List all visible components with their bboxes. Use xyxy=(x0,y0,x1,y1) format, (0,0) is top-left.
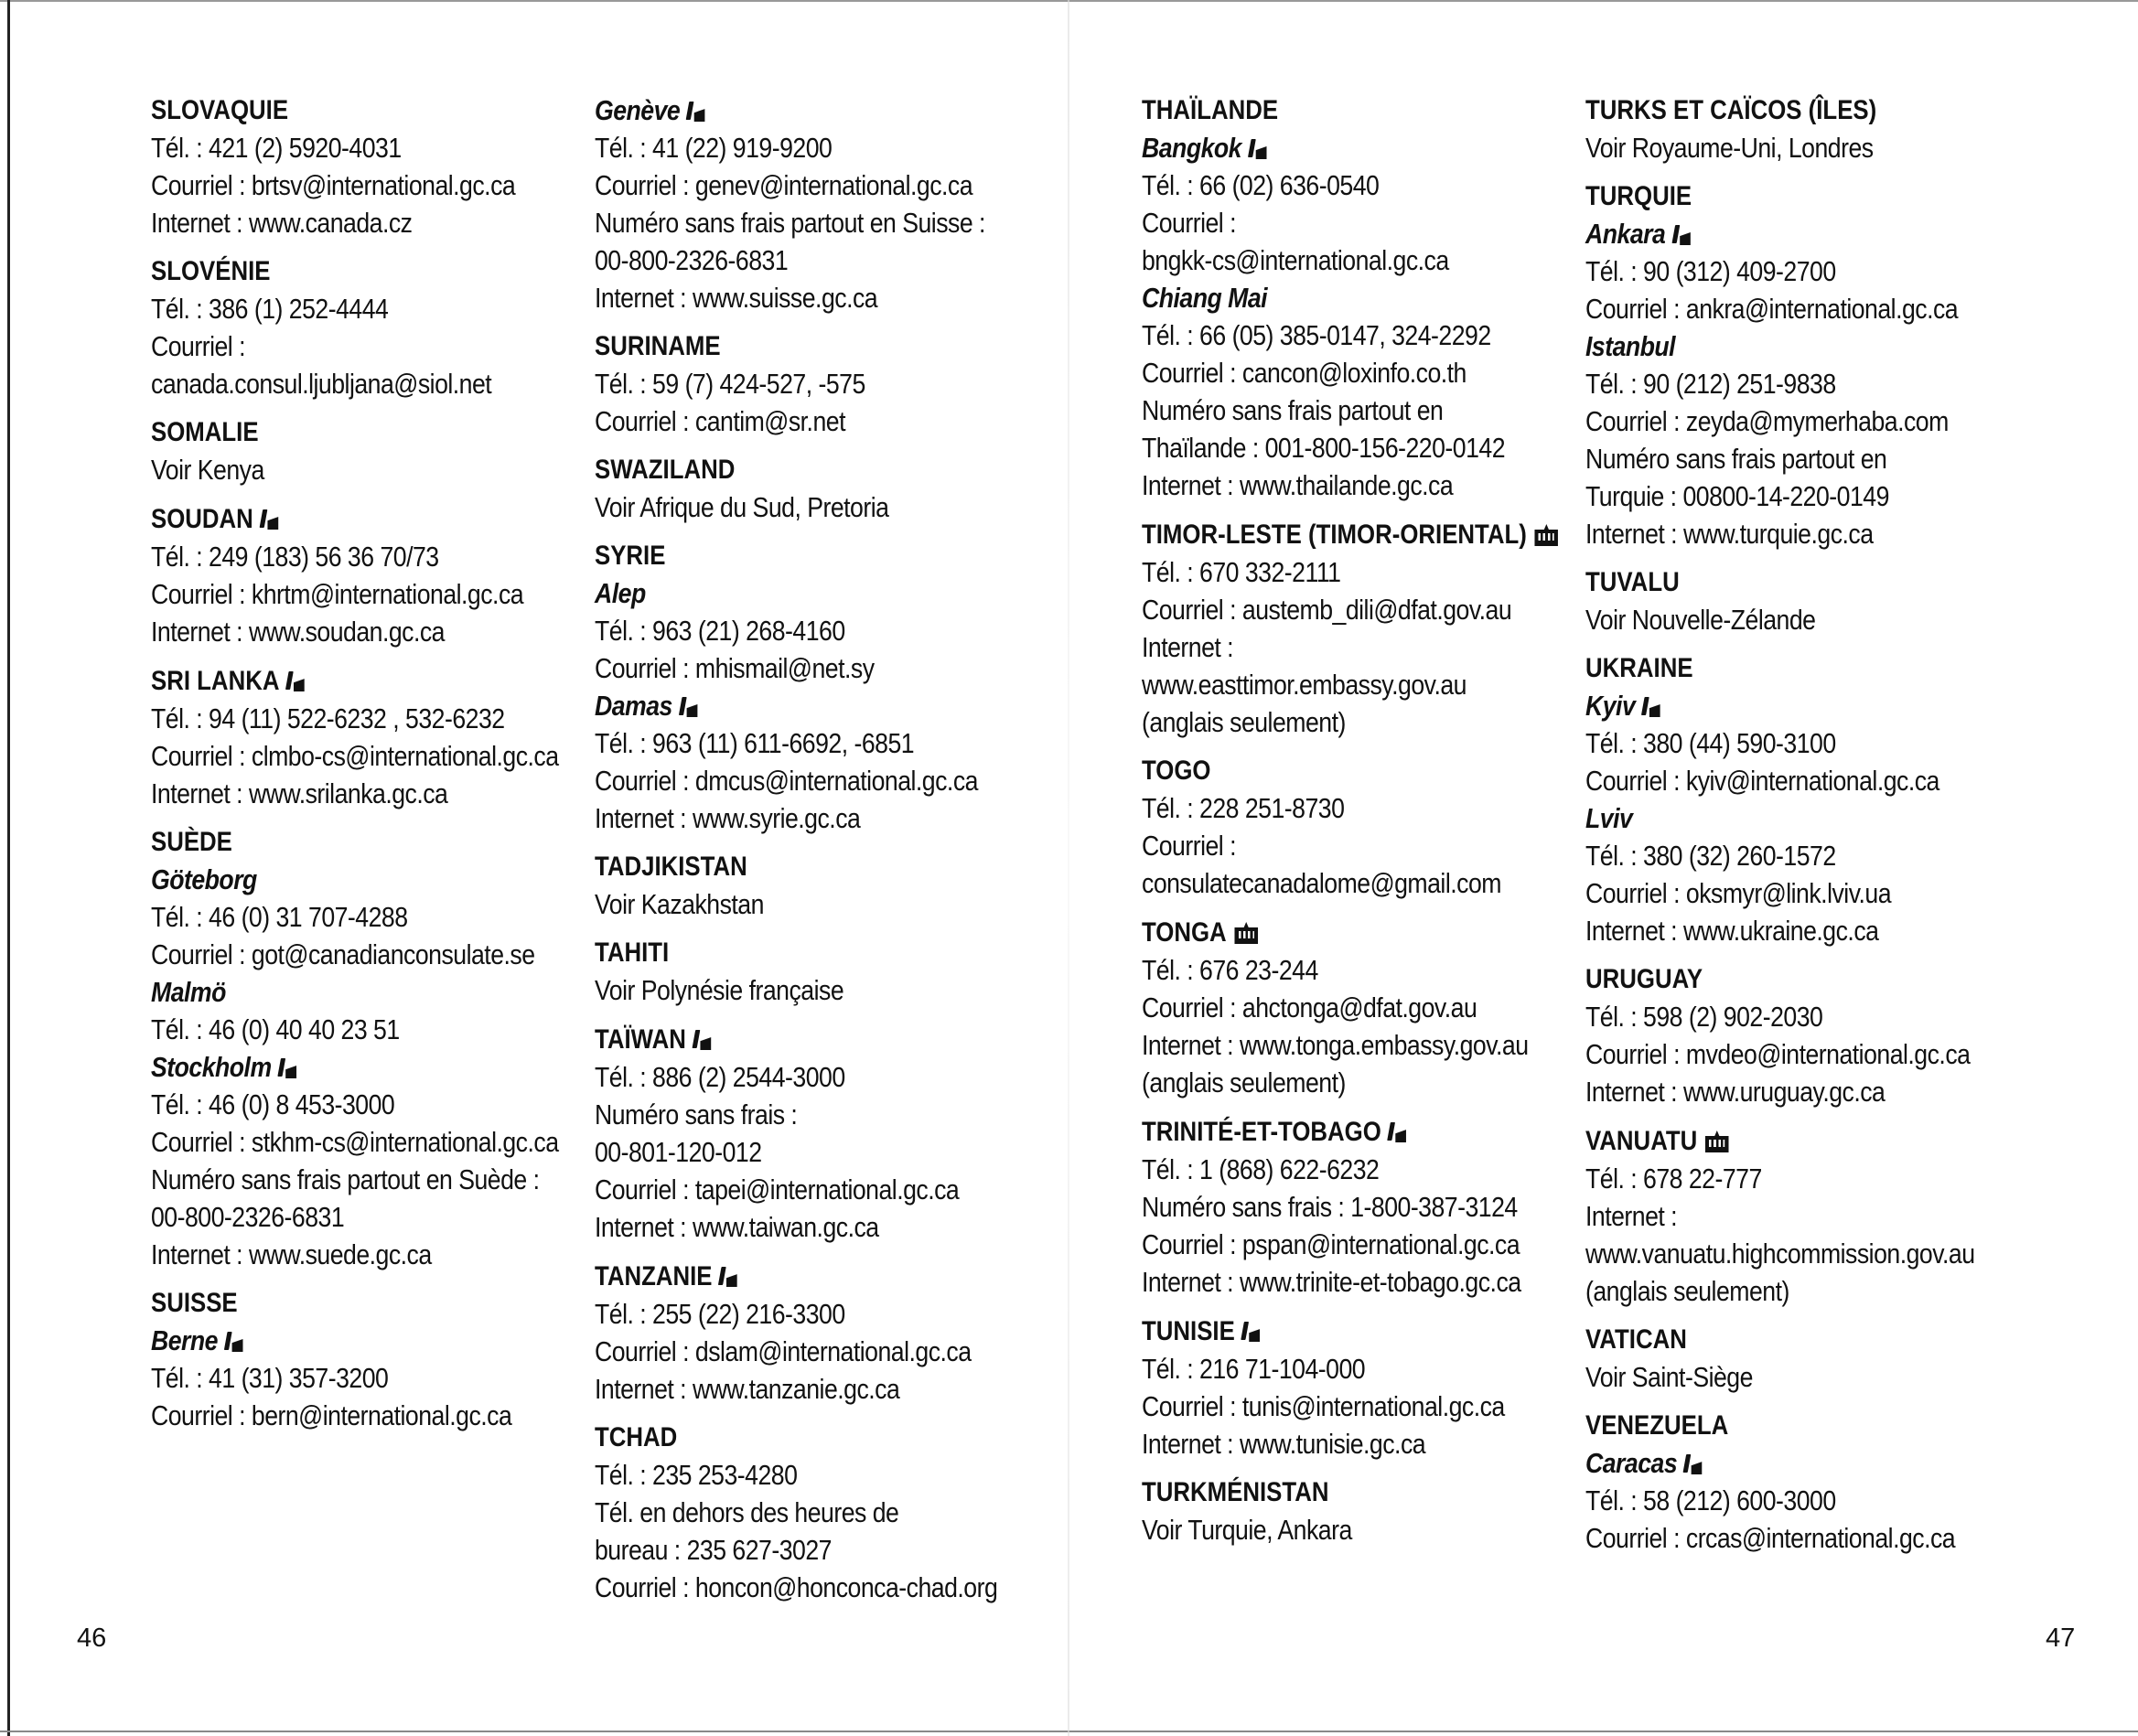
entry-sri-lanka xyxy=(151,661,559,812)
canadian-office-icon xyxy=(1248,139,1268,159)
after-hours-label: Tél. en dehors des heures de xyxy=(595,1496,899,1528)
phone-line: Tél. : 255 (22) 216-3300 xyxy=(595,1298,845,1330)
country-name: SRI LANKA xyxy=(151,666,280,696)
country-name: TIMOR-LESTE (TIMOR-ORIENTAL) xyxy=(1142,520,1527,550)
web-line: Internet : www.ukraine.gc.ca xyxy=(1585,915,1879,947)
page-edge-left xyxy=(7,0,10,1736)
canadian-office-icon xyxy=(718,1267,738,1287)
email-line: Courriel : clmbo-cs@international.gc.ca xyxy=(151,740,559,772)
phone-line: Tél. : 963 (21) 268-4160 xyxy=(595,615,845,647)
toll-free-number: 00-801-120-012 xyxy=(595,1136,762,1168)
entry-turquie xyxy=(1585,177,1975,552)
see-also-line: Voir Royaume-Uni, Londres xyxy=(1585,132,1874,164)
canadian-office-icon xyxy=(1241,1322,1262,1342)
see-also-line: Voir Afrique du Sud, Pretoria xyxy=(595,491,889,523)
phone-line: Tél. : 216 71-104-000 xyxy=(1142,1353,1366,1385)
language-note: (anglais seulement) xyxy=(1585,1275,1789,1307)
phone-line: Tél. : 94 (11) 522-6232 , 532-6232 xyxy=(151,702,505,734)
entry-turkmenistan xyxy=(1142,1473,1558,1548)
web-line: Internet : www.tunisie.gc.ca xyxy=(1142,1428,1426,1460)
entry-togo xyxy=(1142,752,1558,902)
phone-line: Tél. : 90 (212) 251-9838 xyxy=(1585,368,1836,400)
canadian-office-icon xyxy=(1671,225,1692,245)
email-line: Courriel : honcon@honconca-chad.org xyxy=(595,1571,998,1603)
phone-line: Tél. : 421 (2) 5920-4031 xyxy=(151,132,402,164)
country-name: TURQUIE xyxy=(1585,181,1692,211)
country-name: TURKS ET CAÏCOS (ÎLES) xyxy=(1585,95,1877,125)
see-also-line: Voir Kenya xyxy=(151,454,264,486)
city-name: Genève xyxy=(595,94,681,126)
country-name: TRINITÉ-ET-TOBAGO xyxy=(1142,1117,1381,1147)
toll-free-number: Turquie : 00800-14-220-0149 xyxy=(1585,480,1889,512)
city-name: Göteborg xyxy=(151,863,257,895)
toll-free-label: Numéro sans frais partout en xyxy=(1585,443,1887,475)
web-line: Internet : www.suisse.gc.ca xyxy=(595,282,878,314)
canadian-office-icon xyxy=(224,1332,244,1352)
country-name: TONGA xyxy=(1142,917,1227,948)
entry-uruguay xyxy=(1585,960,1975,1110)
canadian-office-icon xyxy=(260,509,280,530)
city-name: Damas xyxy=(595,690,672,722)
see-also-line: Voir Saint-Siège xyxy=(1585,1361,1753,1393)
email-label: Courriel : xyxy=(151,330,245,362)
country-name: TURKMÉNISTAN xyxy=(1142,1477,1329,1507)
email-line: Courriel : ahctonga@dfat.gov.au xyxy=(1142,991,1477,1023)
country-name: SWAZILAND xyxy=(595,455,736,485)
email-line: Courriel : zeyda@mymerhaba.com xyxy=(1585,405,1949,437)
email-line: Courriel : cancon@loxinfo.co.th xyxy=(1142,357,1467,389)
email-line: Courriel : tapei@international.gc.ca xyxy=(595,1173,960,1206)
web-line: Internet : www.suede.gc.ca xyxy=(151,1238,432,1270)
country-name: SLOVAQUIE xyxy=(151,95,289,125)
email-value: bngkk-cs@international.gc.ca xyxy=(1142,244,1449,276)
column-2 xyxy=(595,91,997,1617)
entry-suisse xyxy=(151,1284,559,1434)
email-value: canada.consul.ljubljana@siol.net xyxy=(151,368,492,400)
web-line: Internet : www.srilanka.gc.ca xyxy=(151,777,448,809)
toll-free-label: Numéro sans frais : xyxy=(595,1098,798,1131)
web-line: Internet : www.taiwan.gc.ca xyxy=(595,1211,879,1243)
phone-line: Tél. : 66 (02) 636-0540 xyxy=(1142,169,1380,201)
country-name: SURINAME xyxy=(595,331,721,361)
toll-free-line: Numéro sans frais : 1-800-387-3124 xyxy=(1142,1191,1518,1223)
phone-line: Tél. : 46 (0) 8 453-3000 xyxy=(151,1088,395,1120)
email-line: Courriel : mhismail@net.sy xyxy=(595,652,875,684)
entry-venezuela xyxy=(1585,1407,1975,1557)
web-value: www.vanuatu.highcommission.gov.au xyxy=(1585,1238,1975,1270)
country-name: VANUATU xyxy=(1585,1126,1698,1156)
city-name: Bangkok xyxy=(1142,132,1241,164)
canadian-office-icon xyxy=(1641,697,1661,717)
city-name: Istanbul xyxy=(1585,330,1676,362)
city-name: Berne xyxy=(151,1324,218,1356)
entry-swaziland xyxy=(595,451,997,526)
country-name: TAÏWAN xyxy=(595,1024,686,1055)
entry-suriname xyxy=(595,327,997,440)
country-name: SUISSE xyxy=(151,1288,238,1318)
entry-tanzanie xyxy=(595,1257,997,1408)
entry-slovenie xyxy=(151,252,559,402)
email-value: consulatecanadalome@gmail.com xyxy=(1142,867,1501,899)
web-label: Internet : xyxy=(1585,1200,1678,1232)
entry-syrie xyxy=(595,537,997,837)
entry-timor-leste xyxy=(1142,515,1558,741)
email-label: Courriel : xyxy=(1142,830,1236,862)
after-hours-number: bureau : 235 627-3027 xyxy=(595,1534,832,1566)
phone-line: Tél. : 66 (05) 385-0147, 324-2292 xyxy=(1142,319,1491,351)
email-line: Courriel : mvdeo@international.gc.ca xyxy=(1585,1038,1971,1070)
phone-line: Tél. : 46 (0) 40 40 23 51 xyxy=(151,1013,400,1045)
email-line: Courriel : tunis@international.gc.ca xyxy=(1142,1390,1505,1422)
see-also-line: Voir Polynésie française xyxy=(595,974,844,1006)
phone-line: Tél. : 235 253-4280 xyxy=(595,1459,798,1491)
web-line: Internet : www.thailande.gc.ca xyxy=(1142,469,1454,501)
web-line: Internet : www.tanzanie.gc.ca xyxy=(595,1373,900,1405)
phone-line: Tél. : 228 251-8730 xyxy=(1142,792,1345,824)
phone-line: Tél. : 1 (868) 622-6232 xyxy=(1142,1153,1380,1185)
email-line: Courriel : stkhm-cs@international.gc.ca xyxy=(151,1126,559,1158)
entry-slovaquie xyxy=(151,91,559,241)
canadian-office-icon xyxy=(285,671,306,691)
entry-tunisie xyxy=(1142,1312,1558,1463)
toll-free-label: Numéro sans frais partout en Suède : xyxy=(151,1163,540,1195)
city-name: Ankara xyxy=(1585,218,1666,250)
entry-tuvalu xyxy=(1585,563,1975,638)
city-name: Malmö xyxy=(151,976,226,1008)
see-also-line: Voir Kazakhstan xyxy=(595,888,764,920)
entry-suede xyxy=(151,823,559,1273)
phone-line: Tél. : 886 (2) 2544-3000 xyxy=(595,1061,845,1093)
web-line: Internet : www.uruguay.gc.ca xyxy=(1585,1076,1886,1108)
canadian-office-icon xyxy=(278,1058,298,1078)
entry-ukraine xyxy=(1585,649,1975,949)
country-name: UKRAINE xyxy=(1585,653,1693,683)
web-label: Internet : xyxy=(1142,631,1234,663)
phone-line: Tél. : 41 (22) 919-9200 xyxy=(595,132,833,164)
entry-somalie xyxy=(151,413,559,488)
email-line: Courriel : brtsv@international.gc.ca xyxy=(151,169,516,201)
entry-vatican xyxy=(1585,1321,1975,1396)
phone-line: Tél. : 58 (212) 600-3000 xyxy=(1585,1484,1836,1516)
phone-line: Tél. : 670 332-2111 xyxy=(1142,556,1341,588)
toll-free-number: 00-800-2326-6831 xyxy=(151,1201,345,1233)
phone-line: Tél. : 41 (31) 357-3200 xyxy=(151,1362,389,1394)
email-line: Courriel : genev@international.gc.ca xyxy=(595,169,973,201)
canadian-office-icon xyxy=(686,102,706,122)
entry-thailande xyxy=(1142,91,1558,504)
entry-soudan xyxy=(151,499,559,650)
canadian-office-icon xyxy=(679,697,699,717)
entry-geneve xyxy=(595,91,997,316)
entry-tchad xyxy=(595,1419,997,1606)
entry-turks-et-caicos xyxy=(1585,91,1975,166)
see-also-line: Voir Nouvelle-Zélande xyxy=(1585,604,1816,636)
country-name: SOMALIE xyxy=(151,417,259,447)
australian-office-icon xyxy=(1705,1131,1729,1152)
city-name: Lviv xyxy=(1585,802,1633,834)
phone-line: Tél. : 676 23-244 xyxy=(1142,954,1318,986)
email-line: Courriel : austemb_dili@dfat.gov.au xyxy=(1142,594,1512,626)
city-name: Alep xyxy=(595,577,646,609)
entry-tahiti xyxy=(595,934,997,1009)
phone-line: Tél. : 90 (312) 409-2700 xyxy=(1585,255,1836,287)
australian-office-icon xyxy=(1534,524,1558,546)
email-line: Courriel : kyiv@international.gc.ca xyxy=(1585,765,1939,797)
country-name: THAÏLANDE xyxy=(1142,95,1279,125)
country-name: VENEZUELA xyxy=(1585,1410,1729,1441)
toll-free-label: Numéro sans frais partout en xyxy=(1142,394,1444,426)
page-number-right: 47 xyxy=(2046,1623,2076,1653)
phone-line: Tél. : 380 (32) 260-1572 xyxy=(1585,840,1836,872)
page-number-left: 46 xyxy=(77,1623,107,1653)
city-name: Caracas xyxy=(1585,1447,1678,1479)
email-line: Courriel : dmcus@international.gc.ca xyxy=(595,765,978,797)
australian-office-icon xyxy=(1234,922,1258,944)
column-1 xyxy=(151,91,559,1445)
entry-tonga xyxy=(1142,913,1558,1101)
country-name: SLOVÉNIE xyxy=(151,256,271,286)
country-name: TCHAD xyxy=(595,1422,678,1452)
country-name: SUÈDE xyxy=(151,827,232,857)
phone-line: Tél. : 380 (44) 590-3100 xyxy=(1585,727,1836,759)
country-name: VATICAN xyxy=(1585,1324,1687,1355)
web-line: Internet : www.tonga.embassy.gov.au xyxy=(1142,1029,1529,1061)
web-line: Internet : www.turquie.gc.ca xyxy=(1585,518,1874,550)
phone-line: Tél. : 598 (2) 902-2030 xyxy=(1585,1001,1823,1033)
city-name: Kyiv xyxy=(1585,690,1636,722)
web-line: Internet : www.soudan.gc.ca xyxy=(151,616,445,648)
country-name: SOUDAN xyxy=(151,504,253,534)
phone-line: Tél. : 46 (0) 31 707-4288 xyxy=(151,901,408,933)
entry-vanuatu xyxy=(1585,1121,1975,1310)
email-line: Courriel : khrtm@international.gc.ca xyxy=(151,578,524,610)
country-name: TADJIKISTAN xyxy=(595,852,747,882)
entry-tadjikistan xyxy=(595,848,997,923)
phone-line: Tél. : 386 (1) 252-4444 xyxy=(151,293,389,325)
email-line: Courriel : pspan@international.gc.ca xyxy=(1142,1228,1520,1260)
web-line: Internet : www.trinite-et-tobago.gc.ca xyxy=(1142,1266,1521,1298)
entry-trinite-et-tobago xyxy=(1142,1112,1558,1301)
email-line: Courriel : crcas@international.gc.ca xyxy=(1585,1522,1956,1554)
email-line: Courriel : cantim@sr.net xyxy=(595,405,845,437)
book-gutter xyxy=(1068,0,1069,1736)
country-name: URUGUAY xyxy=(1585,964,1703,994)
entry-taiwan xyxy=(595,1020,997,1246)
country-name: TANZANIE xyxy=(595,1261,713,1291)
city-name: Stockholm xyxy=(151,1051,272,1083)
web-line: Internet : www.canada.cz xyxy=(151,207,413,239)
country-name: SYRIE xyxy=(595,541,666,571)
email-line: Courriel : got@canadianconsulate.se xyxy=(151,938,535,970)
city-name: Chiang Mai xyxy=(1142,282,1268,314)
email-line: Courriel : dslam@international.gc.ca xyxy=(595,1335,972,1367)
toll-free-label: Numéro sans frais partout en Suisse : xyxy=(595,207,985,239)
canadian-office-icon xyxy=(1388,1122,1408,1142)
phone-line: Tél. : 59 (7) 424-527, -575 xyxy=(595,368,865,400)
web-value: www.easttimor.embassy.gov.au xyxy=(1142,669,1467,701)
phone-line: Tél. : 963 (11) 611-6692, -6851 xyxy=(595,727,915,759)
phone-line: Tél. : 678 22-777 xyxy=(1585,1163,1762,1195)
country-name: TUVALU xyxy=(1585,567,1680,597)
toll-free-number: 00-800-2326-6831 xyxy=(595,244,789,276)
country-name: TUNISIE xyxy=(1142,1316,1235,1346)
column-4 xyxy=(1585,91,1975,1568)
web-line: Internet : www.syrie.gc.ca xyxy=(595,802,861,834)
email-line: Courriel : oksmyr@link.lviv.ua xyxy=(1585,877,1892,909)
column-3 xyxy=(1142,91,1558,1559)
email-line: Courriel : ankra@international.gc.ca xyxy=(1585,293,1959,325)
canadian-office-icon xyxy=(1683,1454,1703,1474)
language-note: (anglais seulement) xyxy=(1142,706,1346,738)
language-note: (anglais seulement) xyxy=(1142,1066,1346,1098)
country-name: TOGO xyxy=(1142,755,1211,786)
see-also-line: Voir Turquie, Ankara xyxy=(1142,1514,1352,1546)
email-label: Courriel : xyxy=(1142,207,1236,239)
canadian-office-icon xyxy=(693,1030,713,1050)
phone-line: Tél. : 249 (183) 56 36 70/73 xyxy=(151,541,439,573)
email-line: Courriel : bern@international.gc.ca xyxy=(151,1399,512,1431)
toll-free-number: Thaïlande : 001-800-156-220-0142 xyxy=(1142,432,1506,464)
country-name: TAHITI xyxy=(595,938,670,968)
